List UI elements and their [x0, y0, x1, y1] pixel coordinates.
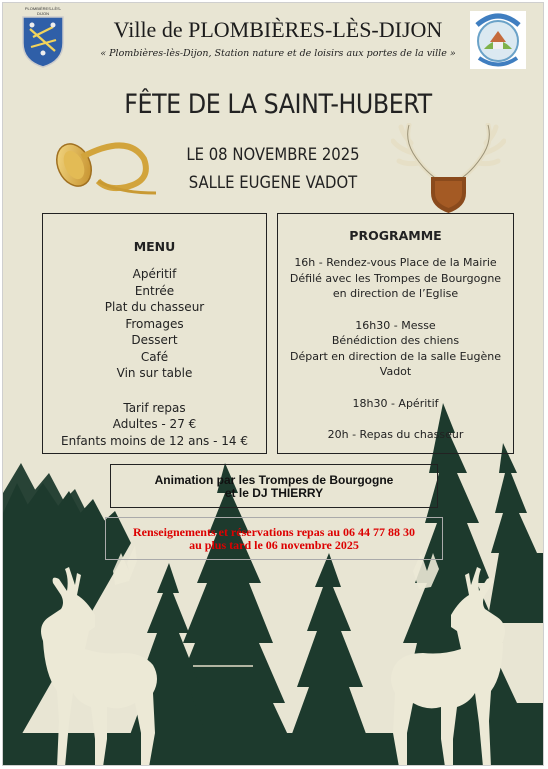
programme-title: PROGRAMME: [349, 228, 442, 243]
programme-line: Départ en direction de la salle Eugène: [289, 349, 502, 363]
hunting-horn-icon: [48, 135, 163, 205]
forest-silhouette: [3, 403, 544, 766]
town-tagline: « Plombières-lès-Dijon, Station nature et de loisirs aux portes de la ville »: [100, 48, 456, 59]
programme-line: 16h30 - Messe: [355, 318, 436, 332]
animation-line: et le DJ THIERRY: [224, 486, 324, 500]
adult-price: Adultes - 27 €: [112, 417, 197, 431]
animation-line: Animation par les Trompes de Bourgogne: [154, 473, 394, 487]
menu-list: [43, 266, 266, 382]
programme-list: [278, 255, 513, 443]
tarif-label: Tarif repas: [123, 400, 186, 415]
programme-box: [277, 213, 514, 454]
programme-line: 20h - Repas du chasseur: [327, 428, 464, 441]
animation-box: [110, 464, 438, 508]
programme-line: en direction de l’Eglise: [332, 287, 459, 300]
menu-box: [42, 213, 267, 454]
reservation-line: au plus tard le 06 novembre 2025: [189, 537, 359, 552]
programme-line: 18h30 - Apéritif: [352, 396, 439, 410]
town-title: Ville de PLOMBIÈRES-LÈS-DIJON: [113, 17, 443, 42]
event-date: LE 08 NOVEMBRE 2025: [186, 145, 360, 164]
menu-item: Café: [140, 349, 169, 364]
programme-line: Défilé avec les Trompes de Bourgogne: [289, 271, 502, 285]
menu-item: Plat du chasseur: [104, 300, 205, 314]
town-crest-icon: [19, 13, 67, 69]
event-venue: SALLE EUGENE VADOT: [188, 173, 358, 192]
programme-line: 16h - Rendez-vous Place de la Mairie: [294, 256, 497, 269]
flyer-page: [2, 2, 544, 766]
child-price: Enfants moins de 12 ans - 14 €: [61, 433, 248, 448]
crest-label: PLOMBIÈRES-LÈS-DIJON: [24, 6, 62, 16]
programme-line: Bénédiction des chiens: [331, 334, 460, 347]
programme-line: Vadot: [379, 365, 412, 378]
menu-item: Fromages: [125, 316, 184, 331]
reservation-box: [105, 517, 443, 560]
menu-item: Vin sur table: [116, 366, 193, 380]
reservation-line: Renseignements et réservations repas au 06 44 77 88 30: [132, 525, 416, 539]
menu-item: Dessert: [131, 333, 178, 347]
menu-item: Apéritif: [132, 267, 177, 281]
menu-item: Entrée: [134, 283, 175, 298]
tarif-section: [43, 400, 266, 450]
deer-trophy-icon: [391, 123, 506, 213]
event-title: FÊTE DE LA SAINT-HUBERT: [124, 89, 432, 120]
menu-title: MENU: [133, 239, 176, 254]
